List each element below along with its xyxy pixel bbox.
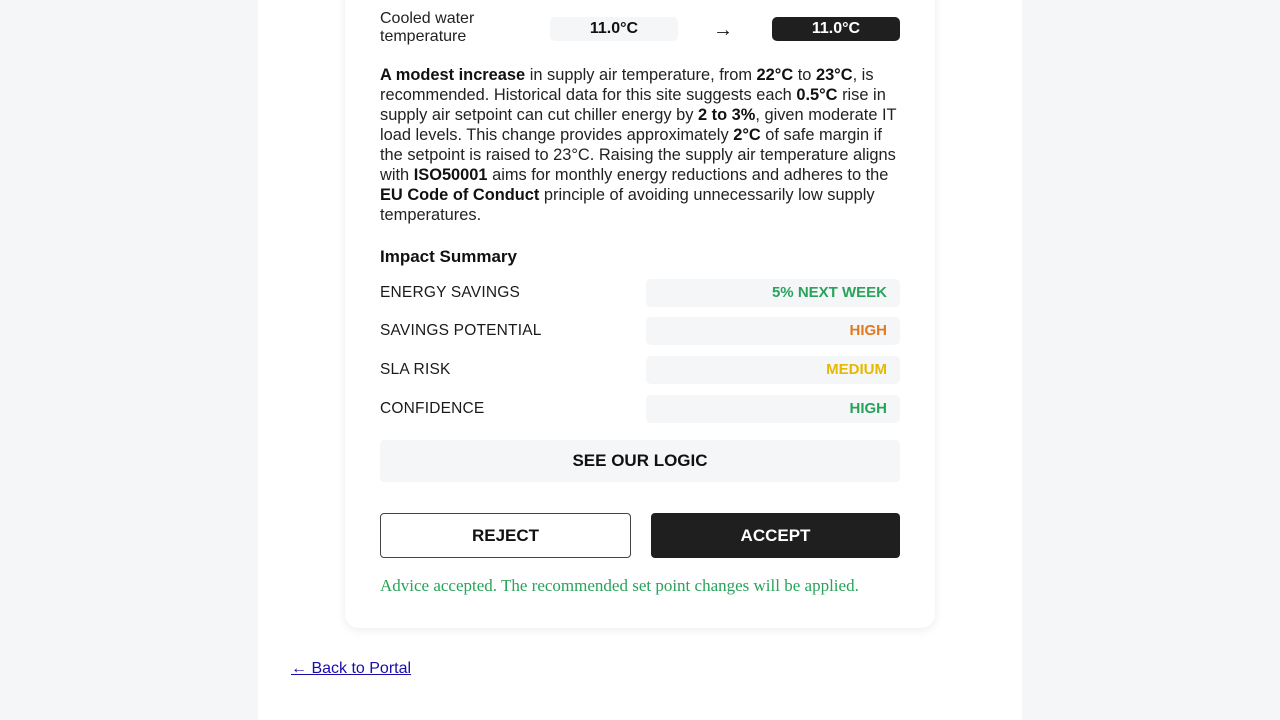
impact-row-savings-potential xyxy=(380,317,900,345)
impact-row-energy-savings xyxy=(380,279,900,307)
advice-highlight: 23°C xyxy=(815,66,853,84)
advice-highlight: EU Code of Conduct xyxy=(380,186,540,204)
advice-highlight: 2°C xyxy=(733,126,761,144)
temperature-change-row xyxy=(380,10,900,50)
advice-highlight: 22°C xyxy=(756,66,794,84)
advice-fragment: rise in supply air setpoint can cut chiller energy by xyxy=(380,86,886,124)
see-our-logic-button[interactable]: SEE OUR LOGIC xyxy=(380,440,900,482)
accept-button[interactable]: ACCEPT xyxy=(651,513,900,558)
advice-highlight: 2 to 3% xyxy=(697,106,756,124)
advice-text xyxy=(380,65,901,225)
impact-row-confidence xyxy=(380,395,900,423)
arrow-right-icon: → xyxy=(713,19,733,41)
advice-highlight: ISO50001 xyxy=(413,166,488,184)
advice-fragment: in supply air temperature, from xyxy=(525,66,757,84)
impact-row-sla-risk xyxy=(380,356,900,384)
page-container xyxy=(258,0,1022,720)
impact-label: SAVINGS POTENTIAL xyxy=(380,322,542,339)
impact-value: 5% NEXT WEEK xyxy=(646,279,900,307)
impact-value: HIGH xyxy=(646,317,900,345)
advice-fragment: aims for monthly energy reductions and adheres to the xyxy=(487,166,889,184)
advice-fragment: , is recommended. Historical data for this site suggests each xyxy=(380,66,874,104)
recommended-temperature-value: 11.0°C xyxy=(772,17,900,41)
status-message: Advice accepted. The recommended set point changes will be applied. xyxy=(380,576,859,595)
impact-label: ENERGY SAVINGS xyxy=(380,284,521,301)
impact-summary-title: Impact Summary xyxy=(380,247,517,266)
temperature-label: Cooled water temperature xyxy=(380,10,475,45)
back-to-portal-link[interactable]: ← Back to Portal xyxy=(291,660,412,677)
impact-label: CONFIDENCE xyxy=(380,400,485,417)
impact-value: HIGH xyxy=(646,395,900,423)
advice-fragment: , given moderate IT load levels. This change provides approximately xyxy=(380,106,897,144)
advice-fragment: principle of avoiding unnecessarily low supply temperatures. xyxy=(380,186,875,224)
advice-card xyxy=(345,0,935,628)
impact-label: SLA RISK xyxy=(380,361,451,378)
advice-fragment: to xyxy=(793,66,816,84)
current-temperature-value: 11.0°C xyxy=(550,17,678,41)
advice-fragment: of safe margin if the setpoint is raised to 23°C. Raising the supply air temperature aligns with xyxy=(380,126,896,184)
reject-button[interactable]: REJECT xyxy=(380,513,631,558)
advice-highlight: A modest increase xyxy=(380,66,526,84)
advice-highlight: 0.5°C xyxy=(796,86,838,104)
impact-value: MEDIUM xyxy=(646,356,900,384)
